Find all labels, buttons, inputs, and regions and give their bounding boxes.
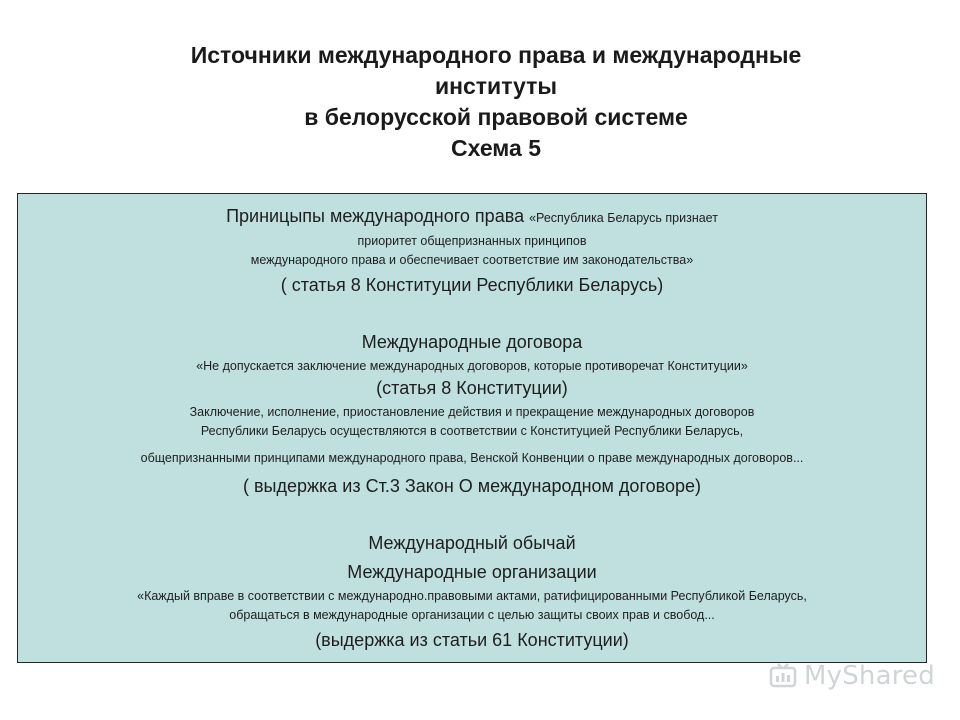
principles-heading-line (18, 206, 926, 227)
orgs-quote-1: «Каждый вправе в соответствии с международно.правовыми актами, ратифицированными Республикой Беларусь, (137, 589, 807, 603)
treaties-text-2: Республики Беларусь осуществляются в соответствии с Конституцией Республики Беларусь, (200, 424, 744, 438)
title-line-4: Схема 5 (450, 135, 541, 161)
sources-panel (17, 193, 927, 663)
treaties-text-1: Заключение, исполнение, приостановление действия и прекращение международных договоров (189, 405, 755, 419)
title-line-3: в белорусской правовой системе (304, 104, 688, 130)
orgs-excerpt: (выдержка из статьи 61 Конституции) (315, 630, 629, 650)
principles-quote-3: международного права и обеспечивает соответствие им законодательства» (250, 253, 694, 267)
watermark-text: MyShared (804, 661, 935, 691)
title-line-1: Источники международного права и международные (190, 42, 802, 68)
slide-title (0, 40, 960, 164)
custom-heading: Международный обычай (368, 533, 576, 553)
principles-heading: Приницыпы международного права (226, 206, 525, 226)
treaties-excerpt: ( выдержка из Ст.3 Закон О международном договоре) (242, 476, 702, 496)
principles-quote-start: «Республика Беларусь признает (529, 211, 718, 225)
treaties-quote: «Не допускается заключение международных договоров, которые противоречат Конституции» (196, 359, 748, 373)
myshared-watermark (768, 656, 935, 696)
title-line-2: институты (434, 73, 558, 99)
orgs-heading: Международные организации (347, 562, 597, 582)
treaties-heading: Международные договора (361, 332, 583, 352)
treaties-source: (статья 8 Конституции) (376, 378, 568, 398)
principles-source: ( статья 8 Конституции Республики Беларусь) (280, 275, 664, 295)
principles-quote-2: приоритет общепризнанных принципов (357, 234, 587, 248)
orgs-quote-2: обращаться в международные организации с целью защиты своих прав и свобод... (229, 608, 715, 622)
treaties-text-3: общепризнанными принципами международного права, Венской Конвенции о праве международных договоров... (140, 451, 804, 465)
presentation-logo-icon (768, 661, 798, 691)
